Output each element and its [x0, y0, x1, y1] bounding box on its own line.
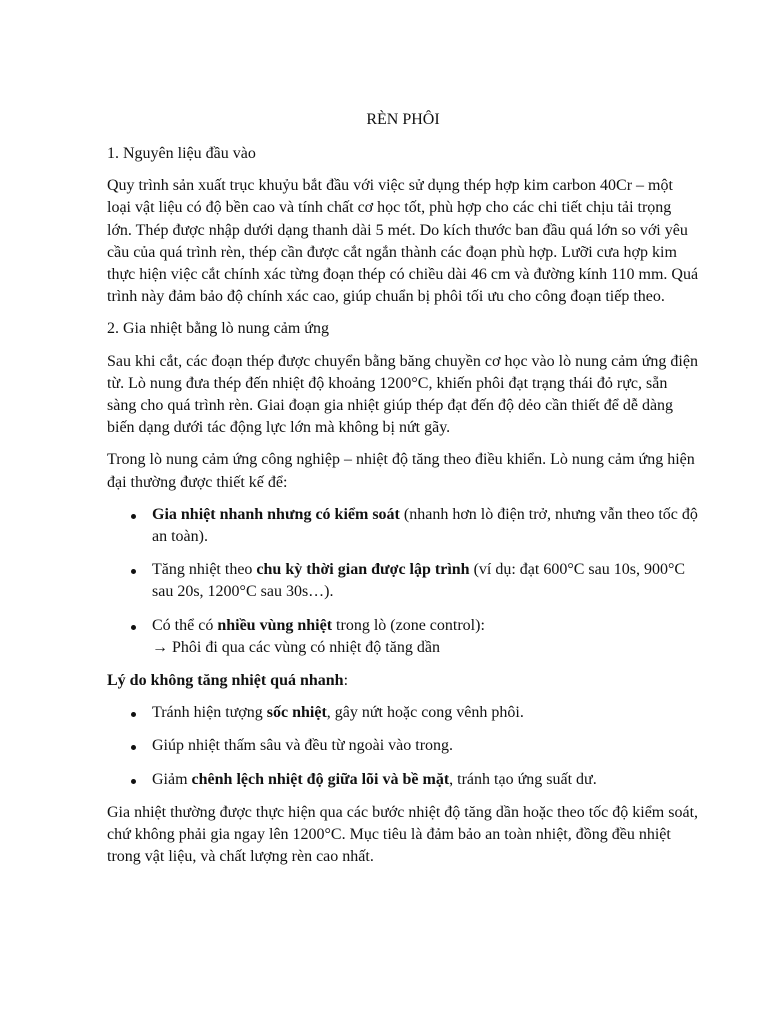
- list-item-text: (ví dụ: đạt 600°C sau 10s, 900°C sau 20s, 1200°C sau 30s…).: [152, 561, 686, 601]
- list-item-text: , tránh tạo ứng suất dư.: [449, 770, 597, 788]
- list-item: [152, 769, 699, 791]
- list-item-text: Giúp nhiệt thấm sâu và đều từ ngoài vào trong.: [152, 737, 454, 755]
- conclusion-paragraph: Gia nhiệt thường được thực hiện qua các bước nhiệt độ tăng dần hoặc theo tốc độ kiểm soát, chứ không phải gia ngay lên 1200°C. Mục tiêu là đảm bảo an toàn nhiệt, đồng đều nhiệt trong vật liệu, và chất lượng rèn cao nhất.: [107, 803, 699, 866]
- list-item-bold: chênh lệch nhiệt độ giữa lõi và bề mặt: [191, 770, 450, 788]
- section2-paragraph-1: Sau khi cắt, các đoạn thép được chuyển bằng băng chuyền cơ học vào lò nung cảm ứng điện từ. Lò nung đưa thép đến nhiệt độ khoảng 1200°C, khiến phôi đạt trạng thái đỏ rực, sẵn sàng cho quá trình rèn. Giai đoạn gia nhiệt giúp thép đạt đến độ dẻo cần thiết để dễ dàng biến dạng dưới tác động lực lớn mà không bị nứt gãy.: [107, 352, 698, 437]
- list-item-text: trong lò (zone control):: [332, 616, 485, 634]
- list-item-text: Tăng nhiệt theo: [152, 561, 257, 579]
- list-item-text: Có thể có: [152, 616, 218, 634]
- list-item: [152, 735, 699, 757]
- section2-heading: 2. Gia nhiệt bằng lò nung cảm ứng: [107, 320, 329, 338]
- list-item-bold: Gia nhiệt nhanh nhưng có kiểm soát: [152, 505, 400, 523]
- reason-heading: Lý do không tăng nhiệt quá nhanh: [107, 672, 344, 690]
- section1-heading: 1. Nguyên liệu đầu vào: [107, 145, 256, 162]
- reason-heading-line: [107, 670, 699, 692]
- reason-list: [107, 702, 699, 791]
- reason-colon: :: [343, 672, 349, 690]
- section1-paragraph: Quy trình sản xuất trục khuỷu bắt đầu với việc sử dụng thép hợp kim carbon 40Cr – một loại vật liệu có độ bền cao và tính chất cơ học tốt, phù hợp cho các chi tiết chịu tải trọng lớn. Thép được nhập dưới dạng thanh dài 5 mét. Do kích thước ban đầu quá lớn so với yêu cầu của quá trình rèn, thép cần được cắt ngắn thành các đoạn phù hợp. Lưỡi cưa hợp kim thực hiện việc cắt chính xác từng đoạn thép có chiều dài 46 cm và đường kính 110 mm. Quá trình này đảm bảo độ chính xác cao, giúp chuẩn bị phôi tối ưu cho công đoạn tiếp theo.: [107, 177, 699, 306]
- list-item-bold: nhiều vùng nhiệt: [217, 616, 333, 634]
- list-item-bold: chu kỳ thời gian được lập trình: [256, 561, 470, 579]
- document-title: RÈN PHÔI: [366, 111, 440, 128]
- list-item-text: , gây nứt hoặc cong vênh phôi.: [326, 704, 524, 722]
- list-item: [152, 559, 699, 603]
- list-item-text: Tránh hiện tượng: [152, 704, 267, 722]
- list-item: [152, 702, 699, 724]
- section2-paragraph-2: Trong lò nung cảm ứng công nghiệp – nhiệt độ tăng theo điều khiển. Lò nung cảm ứng hiện đại thường được thiết kế để:: [107, 451, 695, 491]
- list-item-text: (nhanh hơn lò điện trở, nhưng vẫn theo tốc độ an toàn).: [152, 505, 698, 546]
- list-item-text: Giảm: [152, 770, 192, 788]
- list-item: [152, 615, 699, 659]
- list-item: [152, 504, 699, 548]
- feature-list: [107, 504, 699, 659]
- list-item-bold: sốc nhiệt: [266, 704, 327, 722]
- arrow-line: → Phôi đi qua các vùng có nhiệt độ tăng dần: [152, 638, 440, 656]
- document-body: [107, 109, 699, 878]
